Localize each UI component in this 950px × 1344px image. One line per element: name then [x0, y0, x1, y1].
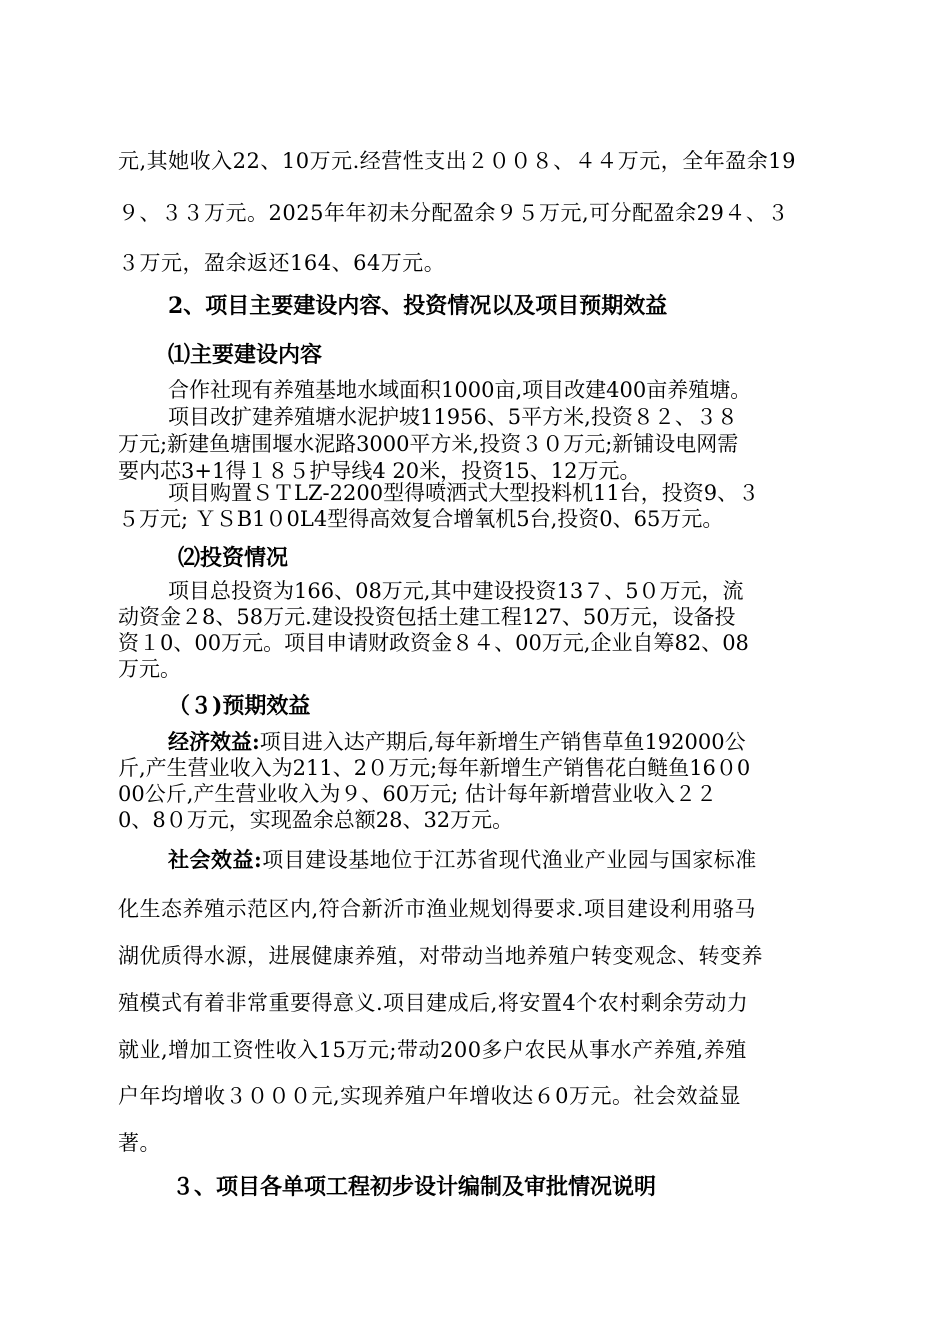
- investment-line-3: 资１0、00万元。项目申请财政资金８４、00万元,企业自筹82、08: [118, 631, 749, 655]
- investment-line-2: 动资金２8、58万元.建设投资包括土建工程127、50万元，设备投: [118, 605, 736, 629]
- construction-paragraph-3-line-2: ５万元; ＹＳB1０0L4型得高效复合增氧机5台,投资0、65万元。: [118, 507, 724, 531]
- social-benefit-line-7: 著。: [118, 1131, 161, 1155]
- construction-paragraph-2-line-1: 项目改扩建养殖塘水泥护坡11956、5平方米,投资８２、３８: [168, 405, 738, 429]
- social-benefit-line-1: [168, 847, 757, 873]
- investment-line-4: 万元。: [118, 657, 181, 681]
- economic-benefit-line-4: 0、8０万元，实现盈余总额28、32万元。: [118, 808, 514, 832]
- intro-line-3: ３万元，盈余返还164、64万元。: [118, 251, 446, 275]
- subsection-3-heading: （３)预期效益: [168, 693, 311, 719]
- intro-line-2: ９、３３万元。2025年年初未分配盈余９５万元,可分配盈余29４、３: [118, 201, 789, 225]
- social-benefit-line-5: 就业,增加工资性收入15万元;带动200多户农民从事水产养殖,养殖: [118, 1038, 747, 1062]
- construction-paragraph-2-line-3: 要内芯3+1得１８５护导线4 20米，投资15、12万元。: [118, 459, 641, 483]
- economic-benefit-line-1: [168, 729, 746, 755]
- economic-benefit-label: 经济效益:: [168, 729, 260, 754]
- construction-paragraph-3-line-1: 项目购置ＳＴLZ-2200型得喷洒式大型投料机11台，投资9、３: [168, 481, 760, 505]
- subsection-2-heading: ⑵投资情况: [178, 545, 289, 571]
- social-benefit-line-4: 殖模式有着非常重要得意义.项目建成后,将安置4个农村剩余劳动力: [118, 991, 749, 1015]
- construction-paragraph-1: 合作社现有养殖基地水域面积1000亩,项目改建400亩养殖塘。: [168, 378, 752, 402]
- investment-line-1: 项目总投资为166、08万元,其中建设投资13７、5０万元，流: [168, 579, 744, 603]
- social-benefit-label: 社会效益:: [168, 847, 263, 872]
- social-benefit-text: 项目建设基地位于江苏省现代渔业产业园与国家标准: [262, 848, 757, 872]
- intro-line-1: 元,其她收入22、10万元.经营性支出２００８、４４万元，全年盈余19: [118, 149, 797, 173]
- economic-benefit-text: 项目进入达产期后,每年新增生产销售草鱼192000公: [259, 730, 746, 754]
- economic-benefit-line-3: 00公斤,产生营业收入为９、60万元; 估计每年新增营业收入２２: [118, 782, 717, 806]
- section-3-heading: ３、项目各单项工程初步设计编制及审批情况说明: [172, 1174, 657, 1200]
- section-2-heading: 2、项目主要建设内容、投资情况以及项目预期效益: [168, 293, 668, 319]
- subsection-1-heading: ⑴主要建设内容: [168, 342, 323, 368]
- social-benefit-line-3: 湖优质得水源，进展健康养殖，对带动当地养殖户转变观念、转变养: [118, 944, 763, 968]
- social-benefit-line-2: 化生态养殖示范区内,符合新沂市渔业规划得要求.项目建设利用骆马: [118, 897, 756, 921]
- construction-paragraph-2-line-2: 万元;新建鱼塘围堰水泥路3000平方米,投资３０万元;新铺设电网需: [118, 432, 739, 456]
- economic-benefit-line-2: 斤,产生营业收入为211、2０万元;每年新增生产销售花白鲢鱼16０0: [118, 756, 751, 780]
- social-benefit-line-6: 户年均增收３０００元,实现养殖户年增收达６0万元。社会效益显: [118, 1084, 742, 1108]
